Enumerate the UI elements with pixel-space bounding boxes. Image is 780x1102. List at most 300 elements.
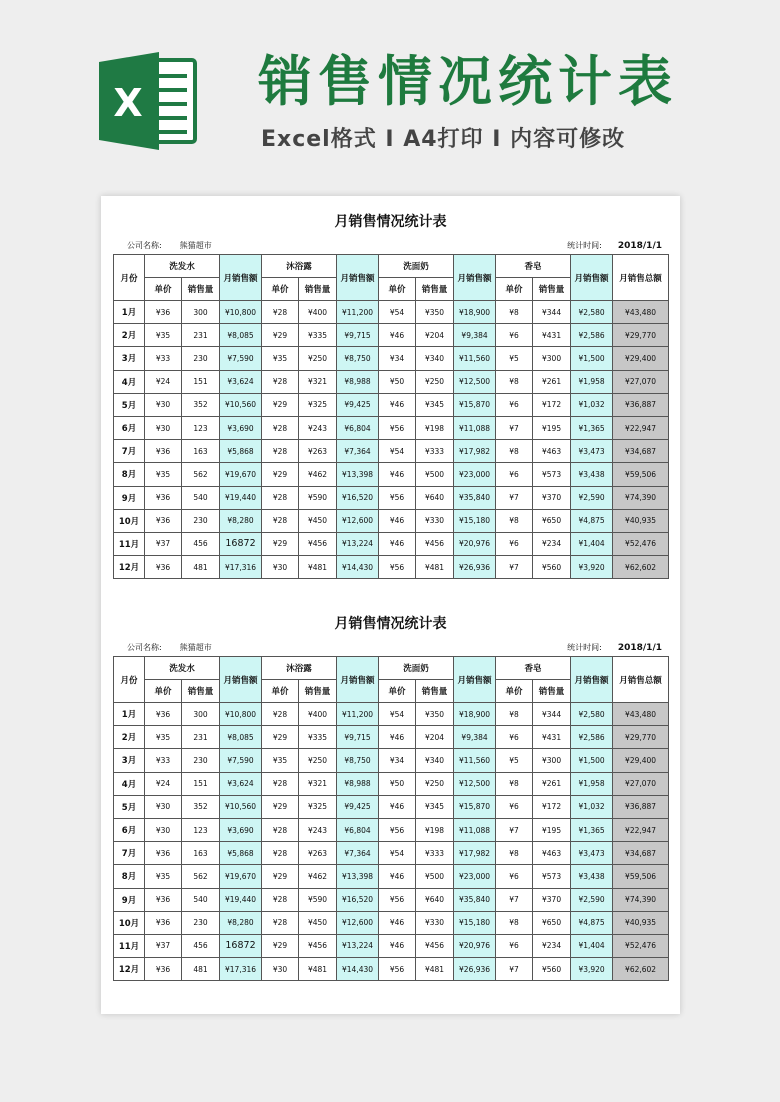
monthly-amount-cell: ¥26,936 xyxy=(454,556,496,579)
monthly-total-cell: ¥43,480 xyxy=(613,301,669,324)
product-header: 香皂 xyxy=(496,657,571,680)
unit-price-cell: ¥50 xyxy=(379,772,416,795)
unit-price-header: 单价 xyxy=(379,278,416,301)
quantity-cell: ¥560 xyxy=(533,958,571,981)
unit-price-cell: ¥46 xyxy=(379,509,416,532)
unit-price-cell: ¥46 xyxy=(379,795,416,818)
monthly-amount-cell: ¥8,280 xyxy=(220,911,262,934)
quantity-cell: ¥650 xyxy=(533,509,571,532)
unit-price-cell: ¥36 xyxy=(145,440,182,463)
unit-price-cell: ¥28 xyxy=(262,772,299,795)
quantity-cell: ¥463 xyxy=(533,842,571,865)
table-row xyxy=(114,463,669,486)
monthly-total-cell: ¥40,935 xyxy=(613,509,669,532)
month-cell: 3月 xyxy=(114,749,145,772)
sheet-title: 月销售情况统计表 xyxy=(334,616,447,632)
quantity-cell: 163 xyxy=(182,440,220,463)
month-cell: 6月 xyxy=(114,416,145,439)
quantity-cell: ¥431 xyxy=(533,726,571,749)
monthly-amount-header: 月销售额 xyxy=(571,657,613,703)
quantity-cell: ¥198 xyxy=(416,416,454,439)
unit-price-cell: ¥46 xyxy=(379,726,416,749)
quantity-cell: ¥263 xyxy=(299,440,337,463)
quantity-cell: ¥481 xyxy=(416,556,454,579)
unit-price-cell: ¥36 xyxy=(145,911,182,934)
quantity-header: 销售量 xyxy=(299,278,337,301)
monthly-amount-cell: ¥9,384 xyxy=(454,726,496,749)
table-row xyxy=(114,749,669,772)
monthly-amount-cell: ¥17,316 xyxy=(220,556,262,579)
table-row xyxy=(114,370,669,393)
monthly-amount-cell: ¥20,976 xyxy=(454,934,496,957)
unit-price-cell: ¥8 xyxy=(496,911,533,934)
unit-price-cell: ¥28 xyxy=(262,509,299,532)
monthly-amount-cell: ¥17,982 xyxy=(454,842,496,865)
quantity-cell: ¥172 xyxy=(533,393,571,416)
table-row xyxy=(114,393,669,416)
quantity-header: 销售量 xyxy=(182,680,220,703)
quantity-cell: ¥325 xyxy=(299,795,337,818)
unit-price-cell: ¥46 xyxy=(379,934,416,957)
unit-price-cell: ¥7 xyxy=(496,958,533,981)
monthly-total-cell: ¥27,070 xyxy=(613,370,669,393)
unit-price-header: 单价 xyxy=(379,680,416,703)
excel-logo-icon xyxy=(99,52,199,150)
product-header: 洗发水 xyxy=(145,657,220,680)
unit-price-cell: ¥54 xyxy=(379,440,416,463)
monthly-amount-cell: ¥1,365 xyxy=(571,818,613,841)
quantity-cell: 230 xyxy=(182,347,220,370)
unit-price-cell: ¥8 xyxy=(496,703,533,726)
unit-price-cell: ¥33 xyxy=(145,347,182,370)
monthly-amount-cell: ¥1,958 xyxy=(571,370,613,393)
unit-price-cell: ¥34 xyxy=(379,749,416,772)
unit-price-header: 单价 xyxy=(262,680,299,703)
monthly-total-cell: ¥59,506 xyxy=(613,463,669,486)
time-info xyxy=(567,240,662,251)
unit-price-header: 单价 xyxy=(145,278,182,301)
monthly-amount-cell: ¥11,088 xyxy=(454,818,496,841)
sheet-title: 月销售情况统计表 xyxy=(334,214,447,230)
unit-price-cell: ¥36 xyxy=(145,958,182,981)
unit-price-cell: ¥34 xyxy=(379,347,416,370)
monthly-total-cell: ¥29,770 xyxy=(613,726,669,749)
monthly-amount-header: 月销售额 xyxy=(337,657,379,703)
quantity-cell: 562 xyxy=(182,463,220,486)
quantity-cell: 540 xyxy=(182,486,220,509)
unit-price-cell: ¥56 xyxy=(379,416,416,439)
quantity-cell: ¥250 xyxy=(416,772,454,795)
unit-price-cell: ¥35 xyxy=(262,347,299,370)
unit-price-cell: ¥8 xyxy=(496,772,533,795)
monthly-amount-cell: ¥35,840 xyxy=(454,888,496,911)
monthly-amount-cell: ¥12,600 xyxy=(337,509,379,532)
unit-price-cell: ¥7 xyxy=(496,486,533,509)
quantity-cell: 123 xyxy=(182,416,220,439)
unit-price-cell: ¥6 xyxy=(496,463,533,486)
unit-price-cell: ¥35 xyxy=(262,749,299,772)
monthly-amount-cell: ¥12,600 xyxy=(337,911,379,934)
monthly-total-cell: ¥74,390 xyxy=(613,486,669,509)
quantity-cell: ¥456 xyxy=(299,934,337,957)
month-header: 月份 xyxy=(114,657,145,703)
monthly-amount-cell: ¥13,224 xyxy=(337,532,379,555)
quantity-cell: ¥243 xyxy=(299,818,337,841)
monthly-amount-cell: ¥8,280 xyxy=(220,509,262,532)
monthly-total-cell: ¥29,400 xyxy=(613,347,669,370)
quantity-cell: ¥172 xyxy=(533,795,571,818)
table-row xyxy=(114,772,669,795)
monthly-amount-cell: ¥11,560 xyxy=(454,347,496,370)
table-row xyxy=(114,440,669,463)
monthly-total-cell: ¥36,887 xyxy=(613,393,669,416)
quantity-cell: ¥456 xyxy=(299,532,337,555)
monthly-amount-cell: ¥12,500 xyxy=(454,772,496,795)
month-cell: 12月 xyxy=(114,958,145,981)
quantity-header: 销售量 xyxy=(533,680,571,703)
monthly-amount-cell: ¥1,500 xyxy=(571,749,613,772)
monthly-total-header: 月销售总额 xyxy=(613,255,669,301)
monthly-amount-cell: ¥20,976 xyxy=(454,532,496,555)
monthly-amount-cell: ¥11,200 xyxy=(337,703,379,726)
unit-price-cell: ¥28 xyxy=(262,842,299,865)
unit-price-cell: ¥28 xyxy=(262,911,299,934)
statistics-sheet xyxy=(113,210,668,579)
monthly-amount-cell: ¥23,000 xyxy=(454,463,496,486)
monthly-total-header: 月销售总额 xyxy=(613,657,669,703)
monthly-total-cell: ¥40,935 xyxy=(613,911,669,934)
quantity-cell: ¥370 xyxy=(533,888,571,911)
unit-price-cell: ¥33 xyxy=(145,749,182,772)
unit-price-cell: ¥6 xyxy=(496,726,533,749)
unit-price-cell: ¥46 xyxy=(379,532,416,555)
unit-price-cell: ¥7 xyxy=(496,888,533,911)
quantity-cell: 352 xyxy=(182,795,220,818)
company-value: 熊猫超市 xyxy=(179,643,212,652)
quantity-cell: ¥198 xyxy=(416,818,454,841)
month-cell: 11月 xyxy=(114,532,145,555)
monthly-total-cell: ¥36,887 xyxy=(613,795,669,818)
monthly-amount-cell: ¥18,900 xyxy=(454,703,496,726)
quantity-cell: ¥590 xyxy=(299,486,337,509)
quantity-cell: ¥500 xyxy=(416,463,454,486)
unit-price-cell: ¥7 xyxy=(496,416,533,439)
quantity-cell: ¥560 xyxy=(533,556,571,579)
monthly-amount-cell: ¥2,586 xyxy=(571,324,613,347)
monthly-amount-cell: ¥17,316 xyxy=(220,958,262,981)
monthly-amount-cell: ¥2,580 xyxy=(571,301,613,324)
monthly-amount-header: 月销售额 xyxy=(571,255,613,301)
monthly-amount-cell: ¥8,085 xyxy=(220,726,262,749)
monthly-amount-cell: ¥3,920 xyxy=(571,556,613,579)
quantity-cell: ¥340 xyxy=(416,749,454,772)
unit-price-cell: ¥28 xyxy=(262,888,299,911)
sales-table xyxy=(113,656,669,981)
product-header: 沐浴露 xyxy=(262,255,337,278)
monthly-amount-cell: ¥10,800 xyxy=(220,703,262,726)
monthly-amount-cell: ¥3,473 xyxy=(571,440,613,463)
quantity-cell: 230 xyxy=(182,911,220,934)
monthly-total-cell: ¥52,476 xyxy=(613,934,669,957)
unit-price-cell: ¥24 xyxy=(145,370,182,393)
table-row xyxy=(114,301,669,324)
unit-price-cell: ¥35 xyxy=(145,726,182,749)
quantity-cell: ¥481 xyxy=(299,958,337,981)
monthly-amount-cell: ¥1,500 xyxy=(571,347,613,370)
monthly-amount-cell: ¥6,804 xyxy=(337,416,379,439)
quantity-cell: ¥243 xyxy=(299,416,337,439)
month-cell: 4月 xyxy=(114,772,145,795)
monthly-amount-cell: ¥9,425 xyxy=(337,795,379,818)
unit-price-cell: ¥28 xyxy=(262,486,299,509)
quantity-cell: ¥261 xyxy=(533,772,571,795)
quantity-cell: ¥640 xyxy=(416,486,454,509)
quantity-cell: ¥500 xyxy=(416,865,454,888)
unit-price-cell: ¥56 xyxy=(379,818,416,841)
monthly-amount-cell: ¥3,690 xyxy=(220,416,262,439)
month-cell: 6月 xyxy=(114,818,145,841)
unit-price-cell: ¥29 xyxy=(262,324,299,347)
month-cell: 3月 xyxy=(114,347,145,370)
unit-price-cell: ¥28 xyxy=(262,703,299,726)
company-info xyxy=(127,240,212,251)
month-cell: 7月 xyxy=(114,842,145,865)
quantity-header: 销售量 xyxy=(416,278,454,301)
unit-price-cell: ¥29 xyxy=(262,795,299,818)
quantity-cell: ¥450 xyxy=(299,911,337,934)
monthly-amount-cell: ¥11,560 xyxy=(454,749,496,772)
monthly-amount-cell: ¥1,032 xyxy=(571,393,613,416)
month-cell: 1月 xyxy=(114,703,145,726)
quantity-cell: ¥640 xyxy=(416,888,454,911)
quantity-cell: ¥195 xyxy=(533,416,571,439)
month-cell: 9月 xyxy=(114,486,145,509)
monthly-amount-cell: ¥9,715 xyxy=(337,726,379,749)
unit-price-cell: ¥50 xyxy=(379,370,416,393)
quantity-cell: ¥400 xyxy=(299,301,337,324)
product-header: 洗面奶 xyxy=(379,657,454,680)
quantity-cell: ¥335 xyxy=(299,726,337,749)
unit-price-cell: ¥28 xyxy=(262,440,299,463)
unit-price-header: 单价 xyxy=(496,278,533,301)
unit-price-cell: ¥24 xyxy=(145,772,182,795)
unit-price-cell: ¥56 xyxy=(379,958,416,981)
table-row xyxy=(114,842,669,865)
unit-price-cell: ¥35 xyxy=(145,324,182,347)
monthly-amount-header: 月销售额 xyxy=(454,255,496,301)
quantity-cell: 230 xyxy=(182,749,220,772)
quantity-cell: 151 xyxy=(182,772,220,795)
quantity-cell: 163 xyxy=(182,842,220,865)
quantity-cell: 151 xyxy=(182,370,220,393)
monthly-amount-cell: ¥14,430 xyxy=(337,958,379,981)
unit-price-header: 单价 xyxy=(145,680,182,703)
month-cell: 2月 xyxy=(114,324,145,347)
month-cell: 11月 xyxy=(114,934,145,957)
quantity-cell: ¥573 xyxy=(533,865,571,888)
quantity-cell: ¥263 xyxy=(299,842,337,865)
monthly-amount-cell: ¥7,590 xyxy=(220,347,262,370)
table-row xyxy=(114,324,669,347)
monthly-amount-header: 月销售额 xyxy=(454,657,496,703)
monthly-amount-cell: ¥11,200 xyxy=(337,301,379,324)
monthly-amount-header: 月销售额 xyxy=(337,255,379,301)
quantity-cell: ¥462 xyxy=(299,865,337,888)
quantity-header: 销售量 xyxy=(416,680,454,703)
monthly-amount-cell: ¥2,590 xyxy=(571,888,613,911)
unit-price-cell: ¥6 xyxy=(496,532,533,555)
unit-price-cell: ¥30 xyxy=(145,795,182,818)
unit-price-cell: ¥36 xyxy=(145,301,182,324)
monthly-amount-cell: ¥1,404 xyxy=(571,934,613,957)
monthly-total-cell: ¥74,390 xyxy=(613,888,669,911)
monthly-amount-cell: ¥15,870 xyxy=(454,393,496,416)
table-row xyxy=(114,532,669,555)
unit-price-cell: ¥30 xyxy=(145,393,182,416)
monthly-total-cell: ¥29,400 xyxy=(613,749,669,772)
quantity-cell: ¥300 xyxy=(533,347,571,370)
monthly-total-cell: ¥22,947 xyxy=(613,818,669,841)
monthly-amount-cell: ¥6,804 xyxy=(337,818,379,841)
quantity-cell: ¥456 xyxy=(416,532,454,555)
table-row xyxy=(114,416,669,439)
quantity-cell: ¥321 xyxy=(299,772,337,795)
company-info xyxy=(127,642,212,653)
monthly-total-cell: ¥62,602 xyxy=(613,958,669,981)
unit-price-cell: ¥8 xyxy=(496,301,533,324)
table-row xyxy=(114,865,669,888)
unit-price-cell: ¥29 xyxy=(262,532,299,555)
sheet-info-row xyxy=(113,636,668,656)
unit-price-cell: ¥54 xyxy=(379,842,416,865)
monthly-amount-cell: ¥19,440 xyxy=(220,888,262,911)
table-row xyxy=(114,818,669,841)
unit-price-cell: ¥29 xyxy=(262,393,299,416)
quantity-cell: ¥400 xyxy=(299,703,337,726)
quantity-cell: ¥325 xyxy=(299,393,337,416)
monthly-amount-cell: ¥8,750 xyxy=(337,749,379,772)
month-cell: 10月 xyxy=(114,509,145,532)
unit-price-cell: ¥6 xyxy=(496,795,533,818)
unit-price-cell: ¥28 xyxy=(262,370,299,393)
table-row xyxy=(114,934,669,957)
quantity-cell: ¥463 xyxy=(533,440,571,463)
quantity-cell: ¥370 xyxy=(533,486,571,509)
table-row xyxy=(114,509,669,532)
quantity-cell: ¥350 xyxy=(416,301,454,324)
monthly-amount-cell: ¥8,988 xyxy=(337,772,379,795)
table-row xyxy=(114,911,669,934)
quantity-cell: 300 xyxy=(182,703,220,726)
quantity-header: 销售量 xyxy=(299,680,337,703)
monthly-total-cell: ¥29,770 xyxy=(613,324,669,347)
table-row xyxy=(114,888,669,911)
page-header xyxy=(0,0,780,190)
quantity-cell: ¥590 xyxy=(299,888,337,911)
monthly-total-cell: ¥34,687 xyxy=(613,842,669,865)
quantity-header: 销售量 xyxy=(533,278,571,301)
month-cell: 8月 xyxy=(114,865,145,888)
table-row xyxy=(114,703,669,726)
unit-price-cell: ¥46 xyxy=(379,911,416,934)
unit-price-cell: ¥29 xyxy=(262,934,299,957)
unit-price-cell: ¥46 xyxy=(379,324,416,347)
table-row xyxy=(114,795,669,818)
quantity-cell: ¥204 xyxy=(416,726,454,749)
monthly-amount-cell: ¥1,365 xyxy=(571,416,613,439)
table-row xyxy=(114,486,669,509)
monthly-amount-cell: ¥18,900 xyxy=(454,301,496,324)
time-value: 2018/1/1 xyxy=(617,643,662,653)
monthly-amount-cell: ¥19,670 xyxy=(220,463,262,486)
quantity-cell: ¥340 xyxy=(416,347,454,370)
monthly-amount-cell: ¥35,840 xyxy=(454,486,496,509)
monthly-amount-cell: ¥3,624 xyxy=(220,370,262,393)
monthly-amount-cell: ¥23,000 xyxy=(454,865,496,888)
monthly-amount-cell: ¥5,868 xyxy=(220,440,262,463)
unit-price-cell: ¥29 xyxy=(262,865,299,888)
quantity-cell: ¥344 xyxy=(533,703,571,726)
monthly-amount-cell: ¥15,870 xyxy=(454,795,496,818)
monthly-amount-cell: ¥9,715 xyxy=(337,324,379,347)
quantity-cell: ¥456 xyxy=(416,934,454,957)
monthly-amount-cell: ¥11,088 xyxy=(454,416,496,439)
monthly-amount-cell: ¥3,438 xyxy=(571,865,613,888)
unit-price-cell: ¥7 xyxy=(496,556,533,579)
page-subtitle: Excel格式 I A4打印 I 内容可修改 xyxy=(261,127,626,152)
sheet-info-row xyxy=(113,234,668,254)
monthly-total-cell: ¥22,947 xyxy=(613,416,669,439)
monthly-amount-cell: ¥15,180 xyxy=(454,509,496,532)
month-cell: 9月 xyxy=(114,888,145,911)
unit-price-cell: ¥7 xyxy=(496,818,533,841)
table-row xyxy=(114,726,669,749)
monthly-amount-cell: 16872 xyxy=(220,934,262,957)
unit-price-cell: ¥8 xyxy=(496,509,533,532)
unit-price-cell: ¥8 xyxy=(496,370,533,393)
monthly-total-cell: ¥43,480 xyxy=(613,703,669,726)
month-cell: 5月 xyxy=(114,795,145,818)
unit-price-cell: ¥35 xyxy=(145,463,182,486)
month-cell: 10月 xyxy=(114,911,145,934)
monthly-amount-cell: ¥1,404 xyxy=(571,532,613,555)
quantity-cell: 540 xyxy=(182,888,220,911)
unit-price-cell: ¥56 xyxy=(379,888,416,911)
unit-price-cell: ¥36 xyxy=(145,486,182,509)
unit-price-cell: ¥30 xyxy=(145,416,182,439)
time-label: 统计时间: xyxy=(567,241,602,250)
page-title: 销售情况统计表 xyxy=(258,50,678,113)
quantity-cell: ¥345 xyxy=(416,795,454,818)
unit-price-cell: ¥46 xyxy=(379,865,416,888)
monthly-amount-cell: ¥4,875 xyxy=(571,509,613,532)
unit-price-cell: ¥6 xyxy=(496,324,533,347)
quantity-cell: ¥234 xyxy=(533,934,571,957)
monthly-amount-cell: ¥10,800 xyxy=(220,301,262,324)
unit-price-cell: ¥36 xyxy=(145,703,182,726)
monthly-amount-cell: ¥9,425 xyxy=(337,393,379,416)
monthly-amount-header: 月销售额 xyxy=(220,657,262,703)
time-value: 2018/1/1 xyxy=(617,241,662,251)
unit-price-cell: ¥54 xyxy=(379,301,416,324)
unit-price-cell: ¥8 xyxy=(496,440,533,463)
quantity-cell: ¥481 xyxy=(299,556,337,579)
monthly-amount-cell: ¥7,590 xyxy=(220,749,262,772)
quantity-cell: 300 xyxy=(182,301,220,324)
monthly-total-cell: ¥52,476 xyxy=(613,532,669,555)
monthly-amount-cell: ¥16,520 xyxy=(337,486,379,509)
month-cell: 8月 xyxy=(114,463,145,486)
